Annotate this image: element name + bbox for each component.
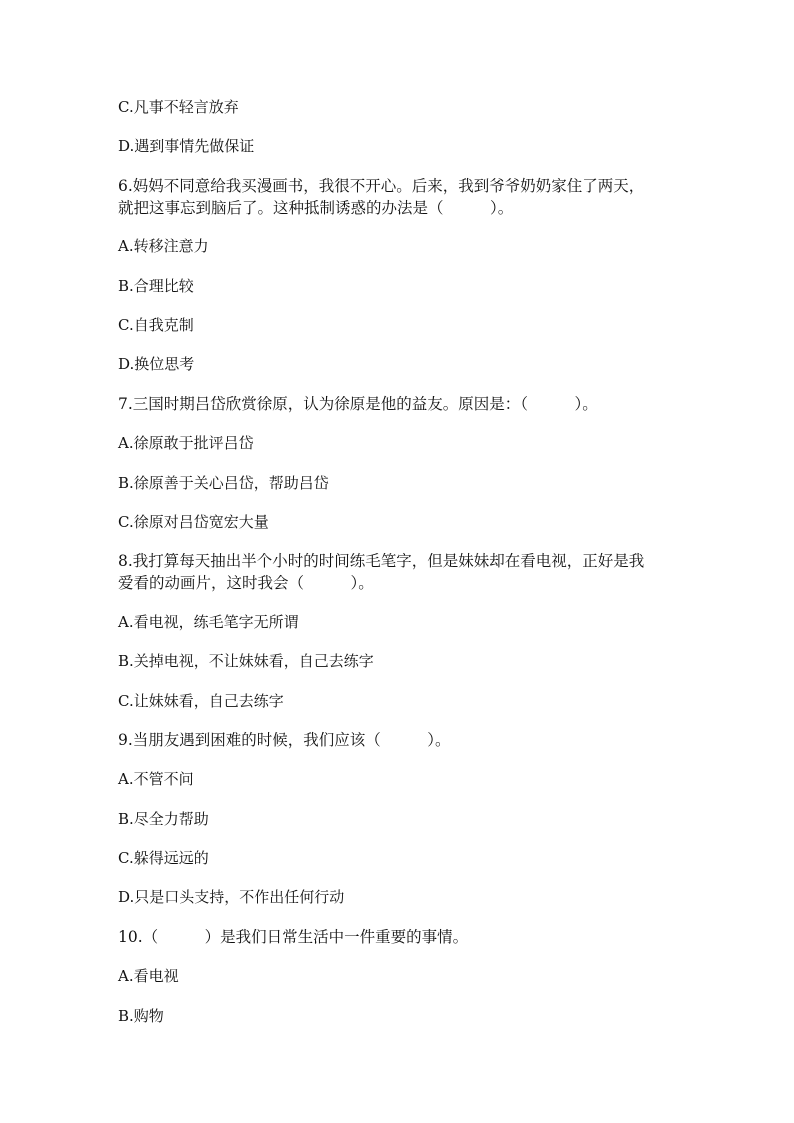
option-a-q9: A.不管不问 — [118, 770, 194, 788]
option-a-q8: A.看电视，练毛笔字无所谓 — [118, 613, 299, 631]
option-d-q9: D.只是口头支持，不作出任何行动 — [118, 888, 345, 906]
document-page — [118, 0, 678, 1123]
question-8-line-2: 爱看的动画片，这时我会（ ）。 — [118, 574, 374, 592]
option-a-q6: A.转移注意力 — [118, 237, 209, 255]
option-c-q5: C.凡事不轻言放弃 — [118, 98, 239, 116]
question-9: 9.当朋友遇到困难的时候，我们应该（ ）。 — [118, 731, 451, 749]
option-b-q7: B.徐原善于关心吕岱，帮助吕岱 — [118, 474, 329, 492]
question-6-line-1: 6.妈妈不同意给我买漫画书，我很不开心。后来，我到爷爷奶奶家住了两天， — [118, 177, 645, 195]
question-8-line-1: 8.我打算每天抽出半个小时的时间练毛笔字，但是妹妹却在看电视，正好是我 — [118, 552, 645, 570]
question-10: 10.（ ）是我们日常生活中一件重要的事情。 — [118, 928, 469, 946]
option-d-q5: D.遇到事情先做保证 — [118, 137, 255, 155]
question-7: 7.三国时期吕岱欣赏徐原，认为徐原是他的益友。原因是：（ ）。 — [118, 395, 598, 413]
option-c-q6: C.自我克制 — [118, 316, 194, 334]
option-a-q7: A.徐原敢于批评吕岱 — [118, 434, 254, 452]
option-b-q10: B.购物 — [118, 1007, 164, 1025]
option-b-q8: B.关掉电视，不让妹妹看，自己去练字 — [118, 652, 374, 670]
option-c-q7: C.徐原对吕岱宽宏大量 — [118, 513, 269, 531]
option-b-q6: B.合理比较 — [118, 277, 194, 295]
option-c-q8: C.让妹妹看，自己去练字 — [118, 692, 284, 710]
option-a-q10: A.看电视 — [118, 967, 179, 985]
option-c-q9: C.躲得远远的 — [118, 849, 209, 867]
option-b-q9: B.尽全力帮助 — [118, 810, 209, 828]
option-d-q6: D.换位思考 — [118, 355, 195, 373]
question-6-line-2: 就把这事忘到脑后了。这种抵制诱惑的办法是（ ）。 — [118, 199, 514, 217]
